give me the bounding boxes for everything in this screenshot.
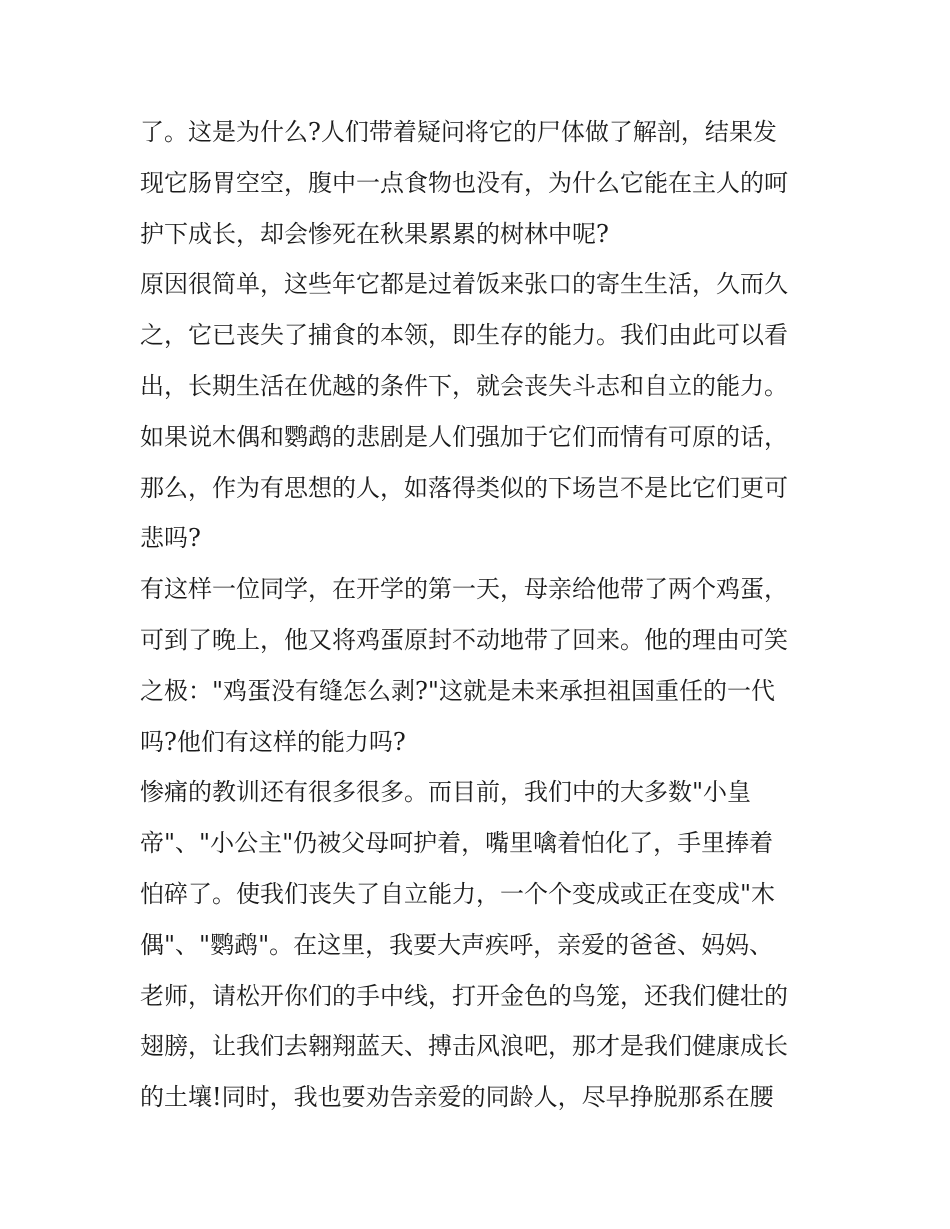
text-line: 悲吗? xyxy=(140,524,201,553)
text-line: 翅膀，让我们去翱翔蓝天、搏击风浪吧，那才是我们健康成长 xyxy=(140,1032,788,1061)
text-line: 惨痛的教训还有很多很多。而目前，我们中的大多数"小皇 xyxy=(140,778,752,807)
text-line: 有这样一位同学，在开学的第一天，母亲给他带了两个鸡蛋， xyxy=(140,575,788,604)
text-line: 可到了晚上，他又将鸡蛋原封不动地带了回来。他的理由可笑 xyxy=(140,625,788,654)
text-line: 帝"、"小公主"仍被父母呵护着，嘴里噙着怕化了，手里捧着 xyxy=(140,829,774,858)
body-text xyxy=(140,107,820,1123)
text-line: 的土壤!同时，我也要劝告亲爱的同龄人，尽早挣脱那系在腰 xyxy=(140,1083,774,1112)
text-line: 出，长期生活在优越的条件下，就会丧失斗志和自立的能力。 xyxy=(140,371,788,400)
text-line: 原因很简单，这些年它都是过着饭来张口的寄生生活，久而久 xyxy=(140,270,788,299)
text-line: 那么，作为有思想的人，如落得类似的下场岂不是比它们更可 xyxy=(140,473,788,502)
text-line: 怕碎了。使我们丧失了自立能力，一个个变成或正在变成"木 xyxy=(140,879,776,908)
text-line: 之极："鸡蛋没有缝怎么剥?"这就是未来承担祖国重任的一代 xyxy=(140,676,775,705)
text-line: 吗?他们有这样的能力吗? xyxy=(140,727,406,756)
text-line: 老师，请松开你们的手中线，打开金色的鸟笼，还我们健壮的 xyxy=(140,981,788,1010)
text-line: 如果说木偶和鹦鹉的悲剧是人们强加于它们而情有可原的话， xyxy=(140,422,788,451)
text-line: 了。这是为什么?人们带着疑问将它的尸体做了解剖，结果发 xyxy=(140,118,777,146)
text-line: 之，它已丧失了捕食的本领，即生存的能力。我们由此可以看 xyxy=(140,321,788,350)
text-line: 偶"、"鹦鹉"。在这里，我要大声疾呼，亲爱的爸爸、妈妈、 xyxy=(140,930,774,959)
text-line: 现它肠胃空空，腹中一点食物也没有，为什么它能在主人的呵 xyxy=(140,168,788,197)
text-line: 护下成长，却会惨死在秋果累累的树林中呢? xyxy=(140,219,609,248)
